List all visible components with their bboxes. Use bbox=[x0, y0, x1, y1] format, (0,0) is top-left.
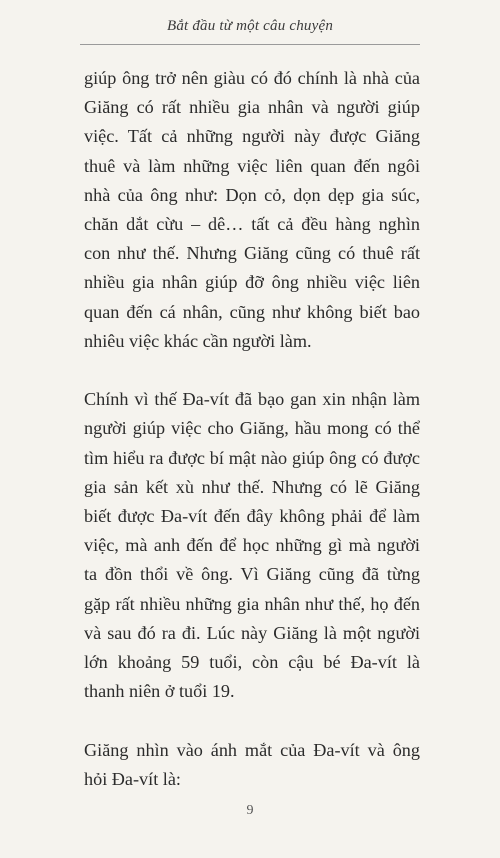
paragraph-2: Chính vì thế Đa-vít đã bạo gan xin nhận làm người giúp việc cho Giăng, hầu mong có thể tìm hiểu ra được bí mật nào giúp ông có được gia sản kết xù như thế. Nhưng có lẽ Giăng biết được Đa-vít đến đây không phải để làm việc, mà anh đến để học những gì mà người ta đồn thổi về ông. Vì Giăng cũng đã từng gặp rất nhiều những gia nhân như thế, họ đến và sau đó ra đi. Lúc này Giăng là một người lớn khoảng 59 tuổi, còn cậu bé Đa-vít là thanh niên ở tuổi 19. bbox=[84, 389, 420, 702]
header-divider bbox=[80, 44, 420, 45]
paragraph-1: giúp ông trở nên giàu có đó chính là nhà của Giăng có rất nhiều gia nhân và người giúp việc. Tất cả những người này được Giăng thuê và làm những việc liên quan đến ngôi nhà của ông như: Dọn cỏ, dọn dẹp gia súc, chăn dắt cừu – dê… tất cả đều hàng nghìn con như thế. Nhưng Giăng cũng có thuê rất nhiều gia nhân giúp đỡ ông nhiều việc liên quan đến cá nhân, cũng như không biết bao nhiêu việc khác cần người làm. bbox=[84, 68, 420, 351]
body-text bbox=[84, 64, 420, 794]
page-number: 9 bbox=[246, 803, 254, 818]
paragraph-3: Giăng nhìn vào ánh mắt của Đa-vít và ông hỏi Đa-vít là: bbox=[84, 739, 420, 789]
running-header: Bắt đầu từ một câu chuyện bbox=[166, 18, 334, 34]
